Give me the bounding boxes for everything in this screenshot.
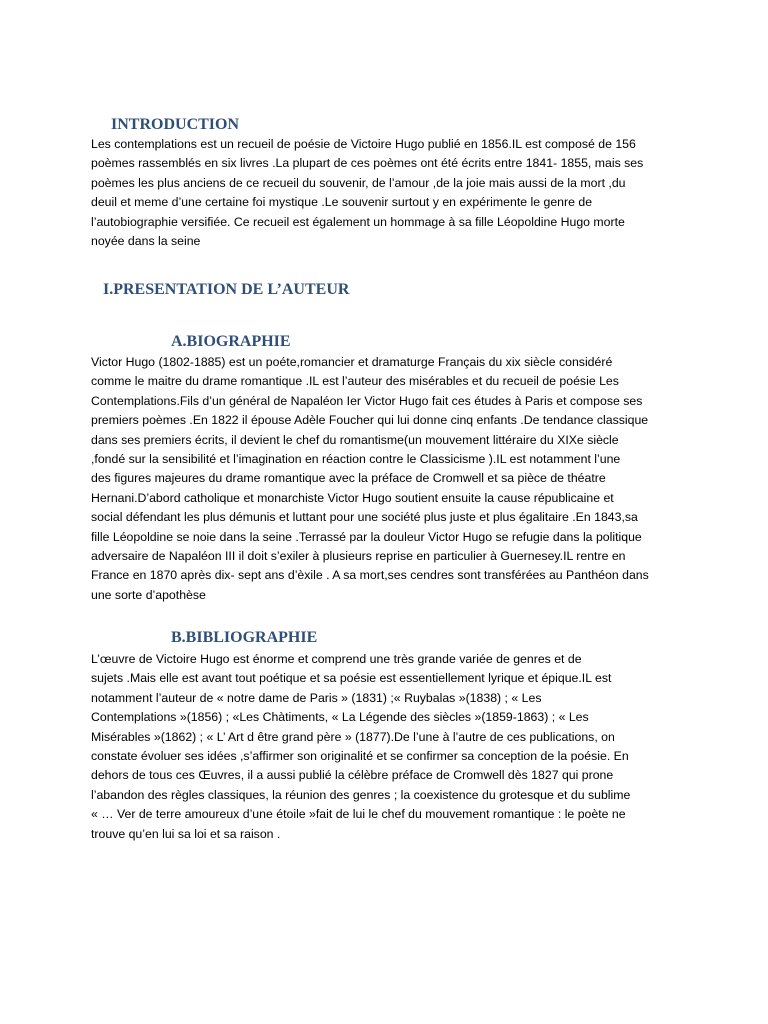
text-line: adversaire de Napaléon III il doit s’exiler à plusieurs reprise en particulier à Guernesey.IL rentre en: [91, 549, 626, 564]
text-line: fille Léopoldine se noie dans la seine .Terrassé par la douleur Victor Hugo se refugie dans la politique: [91, 529, 642, 544]
text-line: Hernani.D’abord catholique et monarchiste Victor Hugo soutient ensuite la cause républicaine et: [91, 490, 614, 505]
text-line: poèmes les plus anciens de ce recueil du souvenir, de l’amour ,de la joie mais aussi de la mort ,du: [91, 175, 626, 190]
text-line: des figures majeures du drame romantique avec la préface de Cromwell et sa pièce de théatre: [91, 471, 606, 486]
text-line: ,fondé sur la sensibilité et l’imagination en réaction contre le Classicisme ).IL est notamment l’une: [91, 452, 621, 467]
biographie-paragraph: [91, 353, 691, 605]
text-line: social défendant les plus démunis et luttant pour une société plus juste et plus égalitaire .En 1843,sa: [91, 510, 638, 525]
text-line: noyée dans la seine: [91, 234, 201, 249]
presentation-auteur-heading: I.PRESENTATION DE L’AUTEUR: [103, 281, 350, 298]
text-line: Contemplations.Fils d’un général de Napaléon Ier Victor Hugo fait ces études à Paris et compose ses: [91, 393, 643, 408]
introduction-paragraph: [91, 135, 691, 251]
text-line: trouve qu’en lui sa loi et sa raison .: [91, 826, 281, 841]
text-line: Contemplations »(1856) ; «Les Chàtiments, « La Légende des siècles »(1859-1863) ; « Les: [91, 710, 589, 725]
text-line: Victor Hugo (1802-1885) est un poéte,romancier et dramaturge Français du xix siècle considéré: [91, 355, 613, 369]
text-line: poèmes rassemblés en six livres .La plupart de ces poèmes ont été écrits entre 1841- 1855, mais ses: [91, 156, 644, 171]
text-line: dans ses premiers écrits, il devient le chef du romantisme(un mouvement littéraire du XIXe siècle: [91, 432, 619, 447]
text-line: l’autobiographie versifiée. Ce recueil est également un hommage à sa fille Léopoldine Hugo morte: [91, 214, 625, 229]
text-line: une sorte d’apothèse: [91, 587, 206, 602]
text-line: Misérables »(1862) ; « L’ Art d être grand père » (1877).De l’une à l’autre de ces publications, on: [91, 729, 615, 744]
text-line: constate évoluer ses idées ,s’affirmer son originalité et se confirmer sa conception de la poésie. En: [91, 749, 629, 764]
text-line: l’abandon des règles classiques, la réunion des genres ; la coexistence du grotesque et du sublime: [91, 787, 631, 802]
introduction-heading: INTRODUCTION: [111, 116, 240, 133]
text-line: premiers poèmes .En 1822 il épouse Adèle Foucher qui lui donne cinq enfants .De tendance classique: [91, 413, 649, 428]
text-line: France en 1870 après dix- sept ans d’èxile . A sa mort,ses cendres sont transférées au Panthéon dans: [91, 568, 649, 583]
text-line: notamment l’auteur de « notre dame de Paris » (1831) ;« Ruybalas »(1838) ; « Les: [91, 690, 542, 705]
text-line: comme le maitre du drame romantique .IL est l’auteur des misérables et du recueil de poésie Les: [91, 374, 619, 389]
text-line: L’œuvre de Victoire Hugo est énorme et comprend une très grande variée de genres et de: [91, 652, 582, 666]
text-line: sujets .Mais elle est avant tout poétique et sa poésie est essentiellement lyrique et épique.IL est: [91, 671, 612, 686]
text-line: Les contemplations est un recueil de poésie de Victoire Hugo publié en 1856.IL est composé de 156: [91, 137, 636, 151]
bibliographie-paragraph: [91, 650, 691, 844]
text-line: « … Ver de terre amoureux d’une étoile »fait de lui le chef du mouvement romantique : le poète ne: [91, 807, 626, 822]
text-line: dehors de tous ces Œuvres, il a aussi publié la célèbre préface de Cromwell dès 1827 qui prone: [91, 768, 614, 783]
biographie-heading: A.BIOGRAPHIE: [171, 333, 291, 350]
text-line: deuil et meme d’une certaine foi mystique .Le souvenir surtout y en expérimente le genre de: [91, 195, 593, 210]
bibliographie-heading: B.BIBLIOGRAPHIE: [171, 629, 318, 646]
